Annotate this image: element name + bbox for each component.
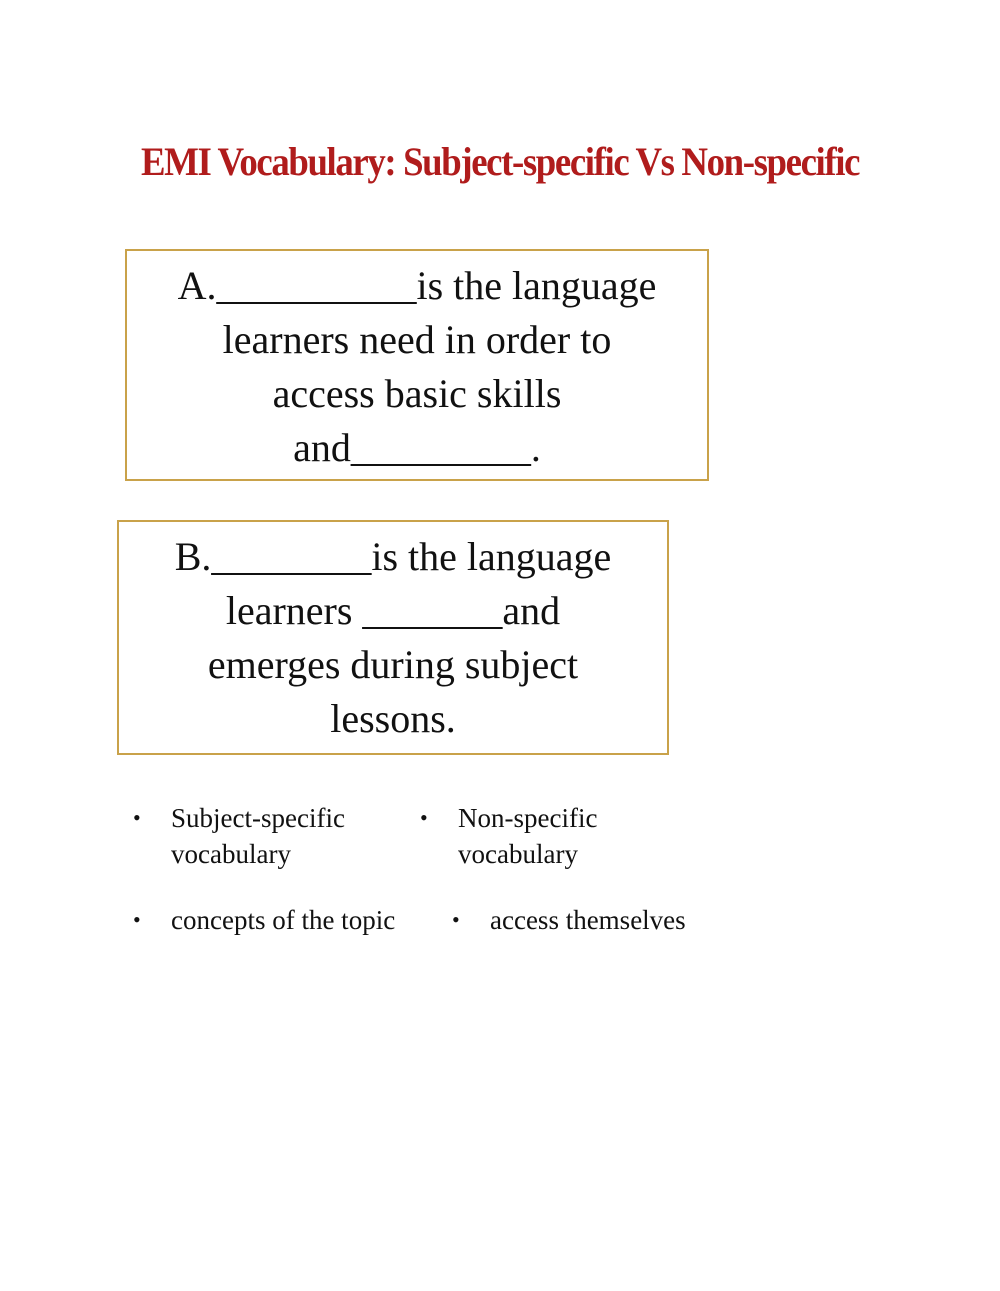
option-2-line-2: vocabulary xyxy=(458,839,578,869)
option-non-specific[interactable] xyxy=(458,800,597,872)
question-b-box xyxy=(117,520,669,755)
question-a-line-3: access basic skills xyxy=(272,371,562,416)
question-a-box xyxy=(125,249,709,481)
option-4-bullet: • xyxy=(452,907,460,932)
option-access-themselves[interactable]: access themselves xyxy=(490,905,686,935)
option-1-bullet: • xyxy=(133,805,141,830)
option-subject-specific[interactable] xyxy=(171,800,345,872)
question-b-line-1: B.________is the language xyxy=(174,534,612,579)
question-a-line-4: and_________. xyxy=(293,425,541,470)
question-b-line-2: learners _______and xyxy=(225,588,561,633)
option-2-bullet: • xyxy=(420,805,428,830)
option-2-line-1: Non-specific xyxy=(458,803,598,833)
option-concepts-of-the-topic[interactable]: concepts of the topic xyxy=(171,905,396,935)
question-a-line-2: learners need in order to xyxy=(222,317,612,362)
worksheet-title: EMI Vocabulary: Subject-specific Vs Non-specific xyxy=(140,139,860,184)
question-a-line-1: A.__________is the language xyxy=(177,263,657,308)
question-b-line-4: lessons. xyxy=(330,696,456,741)
question-b-line-3: emerges during subject xyxy=(207,642,579,687)
option-1-line-2: vocabulary xyxy=(171,839,291,869)
option-1-line-1: Subject-specific xyxy=(171,803,345,833)
option-3-bullet: • xyxy=(133,907,141,932)
